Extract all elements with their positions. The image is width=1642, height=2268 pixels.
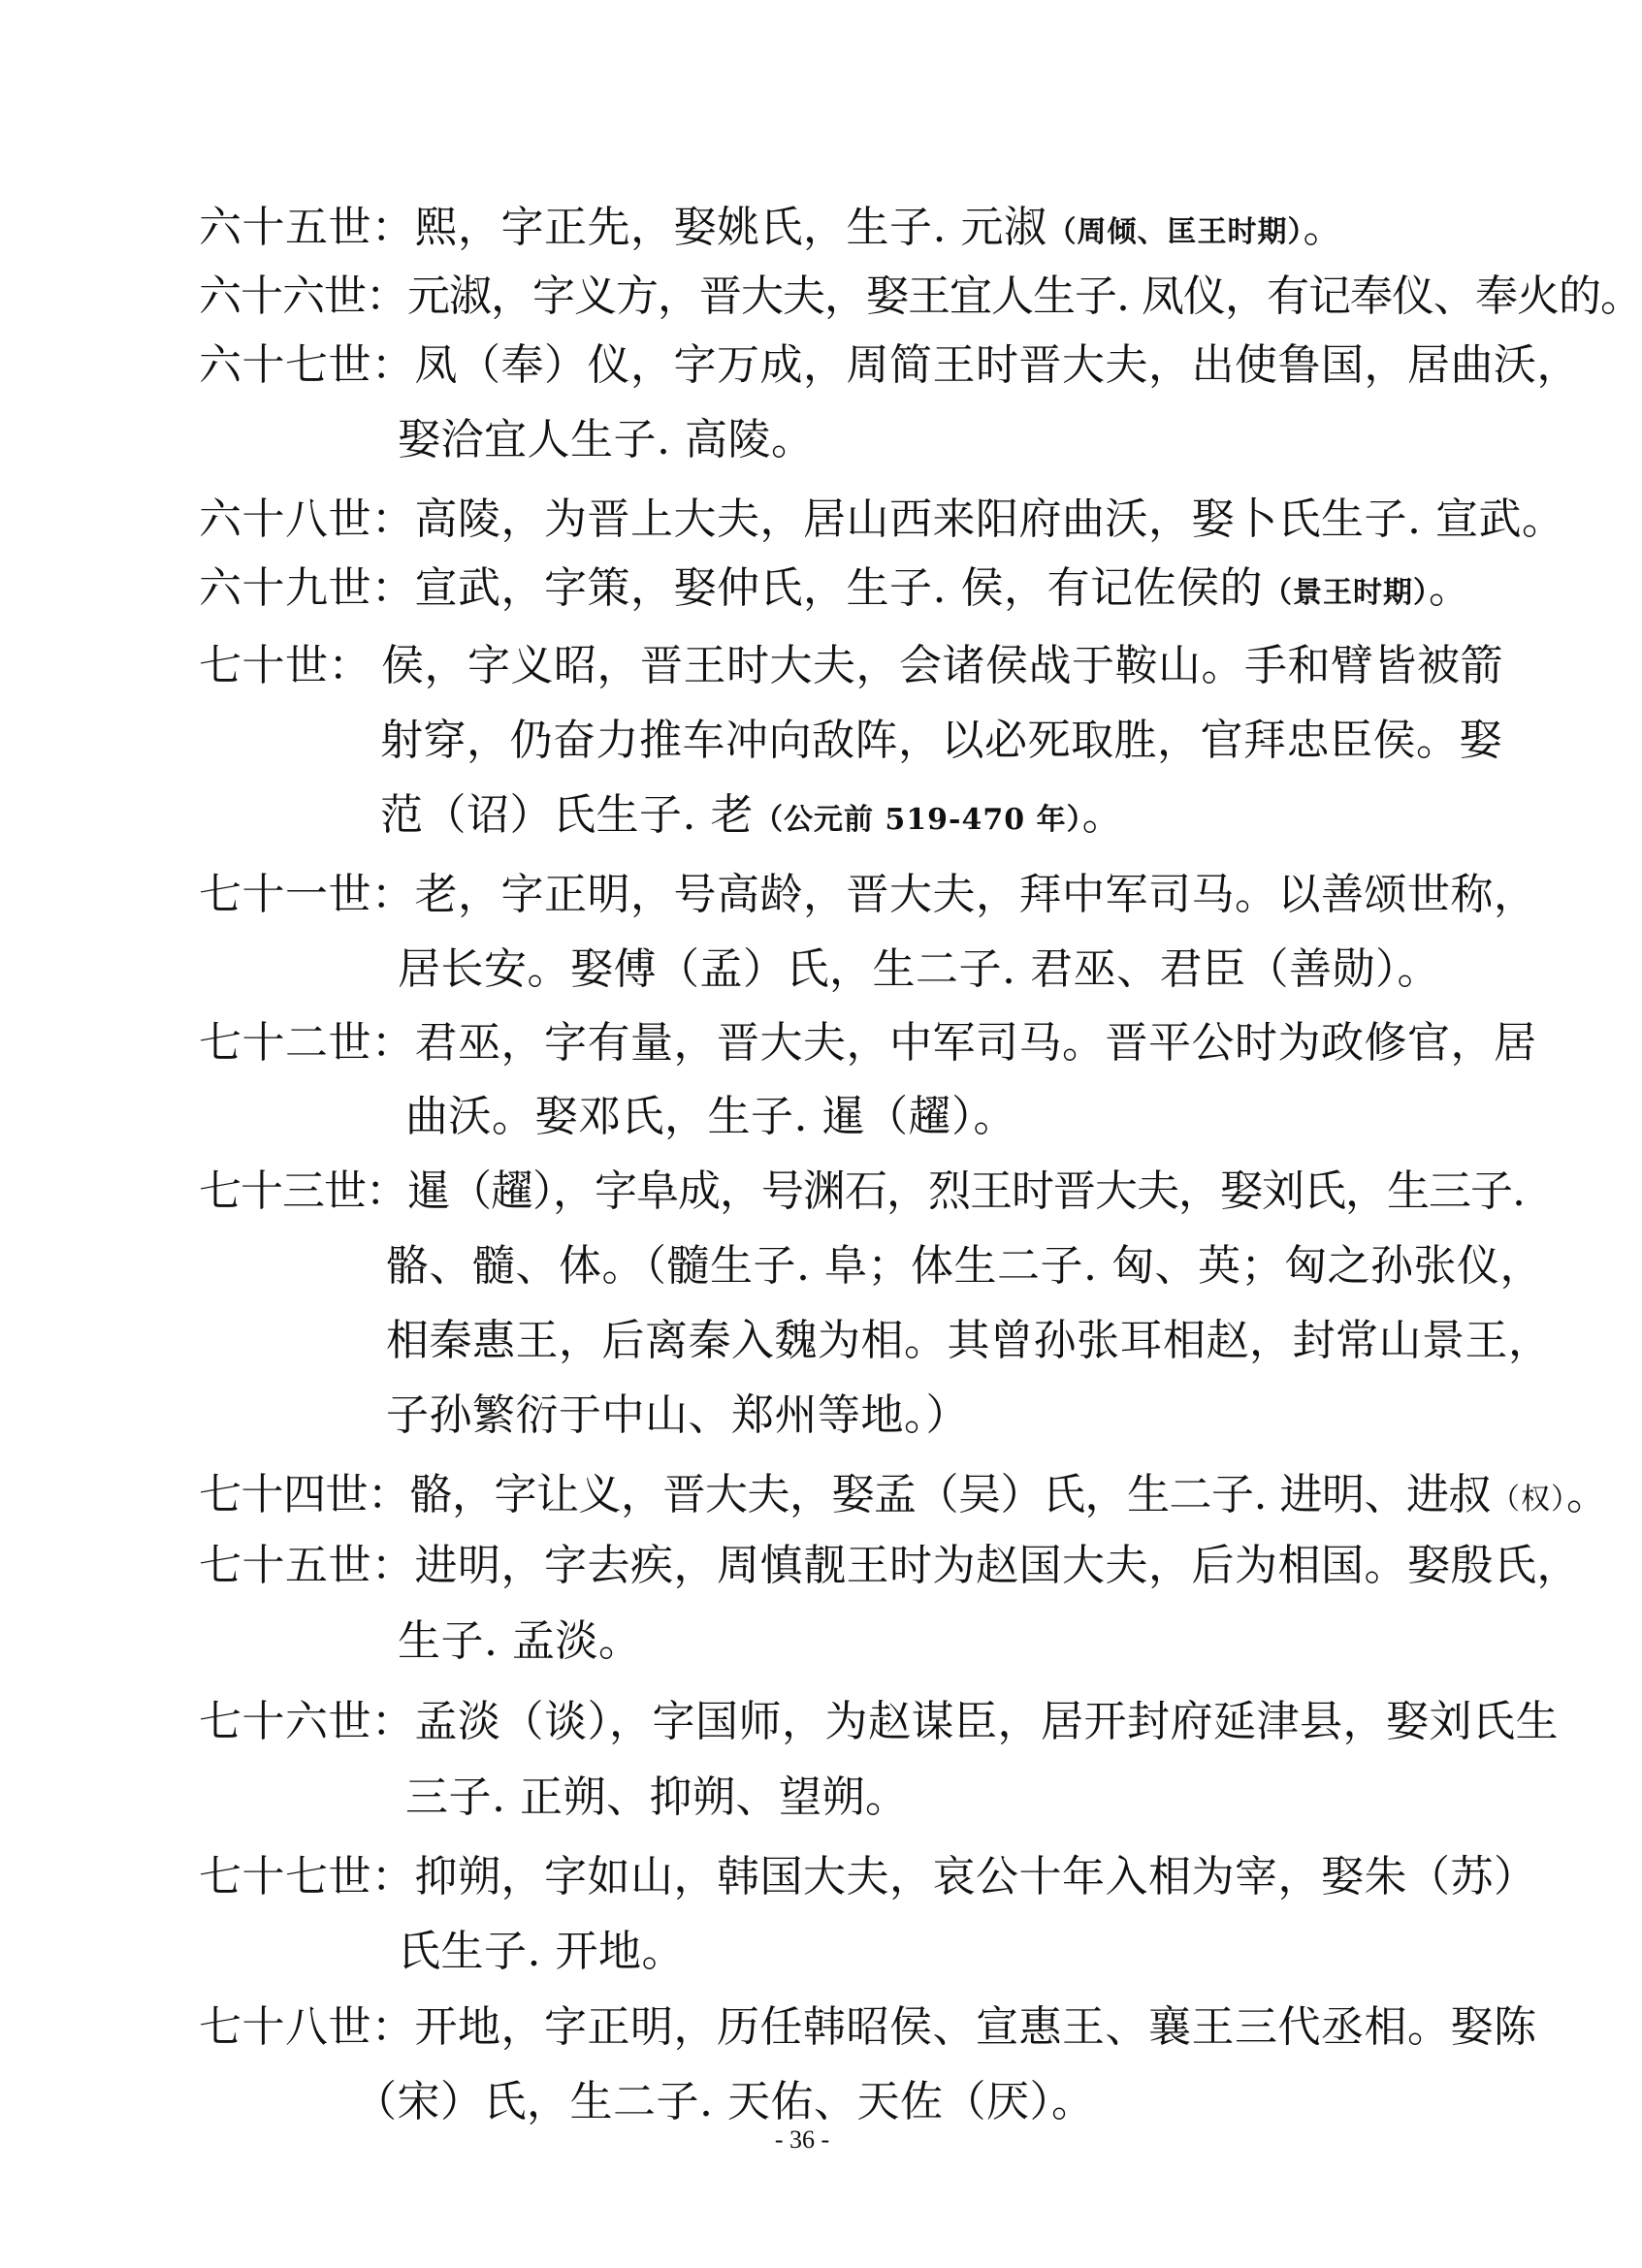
generation-label: 七十世： xyxy=(199,641,371,690)
entry-76-line-2: 三子. 正朔、抑朔、望朔。 xyxy=(405,1773,909,1822)
entry-74-line-1 xyxy=(199,1468,1608,1527)
entry-text: 开地，字正明，历任韩昭侯、宣惠王、襄王三代丞相。娶陈 xyxy=(414,2002,1537,2052)
generation-label: 六十九世： xyxy=(199,563,415,613)
entry-text: 孟淡（谈），字国师，为赵谋臣，居开封府延津县，娶刘氏生 xyxy=(414,1697,1559,1746)
era-note: （公元前 519-470 年） xyxy=(753,803,1082,837)
generation-label: 七十六世： xyxy=(199,1697,415,1746)
entry-78-line-1 xyxy=(199,2000,1537,2055)
entry-text: 高陵，为晋上大夫，居山西来阳府曲沃，娶卜氏生子. 宣武。 xyxy=(414,495,1565,544)
entry-text: 抑朔，字如山，韩国大夫，哀公十年入相为宰，娶朱（苏） xyxy=(414,1852,1537,1901)
generation-label: 七十一世： xyxy=(199,870,415,919)
entry-66-line-1 xyxy=(199,270,1642,324)
entry-72-line-1 xyxy=(199,1016,1537,1070)
entry-text: 骼，字让义，晋大夫，娶孟（吴）氏，生二子. 进明、进叔 xyxy=(409,1470,1491,1519)
entry-text: 暹（趯），字阜成，号渊石，烈王时晋大夫，娶刘氏，生三子. xyxy=(407,1166,1525,1216)
entry-tail: 。 xyxy=(1565,1470,1609,1519)
entry-73-line-2: 骼、髓、体。（髓生子. 阜；体生二子. 匈、英；匈之孙张仪， xyxy=(386,1241,1543,1291)
generation-label: 六十七世： xyxy=(199,340,415,390)
entry-text: 元淑，字义方，晋大夫，娶王宜人生子. 凤仪，有记奉仪、奉火的。 xyxy=(407,272,1642,321)
generation-label: 七十四世： xyxy=(199,1470,410,1519)
era-note: （权） xyxy=(1490,1483,1566,1517)
entry-70-line-3 xyxy=(380,788,1125,847)
generation-label: 七十二世： xyxy=(199,1018,415,1068)
entry-78-line-2: （宋）氏，生二子. 天佑、天佐（厌）。 xyxy=(354,2077,1095,2126)
entry-75-line-1 xyxy=(199,1539,1580,1593)
generation-label: 六十六世： xyxy=(199,272,407,321)
entry-67-line-1 xyxy=(199,338,1580,393)
generation-label: 七十五世： xyxy=(199,1541,415,1590)
entry-73-line-3: 相秦惠王，后离秦入魏为相。其曾孙张耳相赵，封常山景王， xyxy=(386,1316,1552,1365)
entry-68-line-1 xyxy=(199,493,1564,547)
era-note: （周倾、匡王时期） xyxy=(1046,215,1304,249)
entry-70-line-1 xyxy=(199,639,1503,693)
entry-77-line-2: 氏生子. 开地。 xyxy=(398,1927,685,1976)
entry-tail: 。 xyxy=(1081,790,1126,840)
entry-69-line-1 xyxy=(199,561,1471,621)
entry-text: 进明，字去疾，周慎靓王时为赵国大夫，后为相国。娶殷氏， xyxy=(414,1541,1580,1590)
entry-77-line-1 xyxy=(199,1850,1537,1904)
entry-text: 凤（奉）仪，字万成，周简王时晋大夫，出使鲁国，居曲沃， xyxy=(414,340,1580,390)
era-note: （景王时期） xyxy=(1262,576,1429,610)
generation-label: 七十七世： xyxy=(199,1852,415,1901)
generation-label: 六十八世： xyxy=(199,495,415,544)
entry-text: 熙，字正先，娶姚氏，生子. 元淑 xyxy=(414,203,1047,252)
entry-76-line-1 xyxy=(199,1695,1559,1749)
entry-71-line-1 xyxy=(199,868,1537,922)
entry-67-line-2: 娶洽宜人生子. 高陵。 xyxy=(398,415,815,464)
entry-72-line-2: 曲沃。娶邓氏，生子. 暹（趯）。 xyxy=(405,1092,1016,1141)
entry-text: 侯，字义昭，晋王时大夫，会诸侯战于鞍山。手和臂皆被箭 xyxy=(381,641,1503,690)
entry-tail: 。 xyxy=(1303,203,1346,252)
entry-71-line-2: 居长安。娶傅（孟）氏，生二子. 君巫、君臣（善勋）。 xyxy=(398,944,1440,994)
entry-70-line-2: 射穿，仍奋力推车冲向敌阵，以必死取胜，官拜忠臣侯。娶 xyxy=(380,716,1502,765)
entry-75-line-2: 生子. 孟淡。 xyxy=(398,1616,642,1666)
page-number: - 36 - xyxy=(774,2125,830,2154)
entry-73-line-4: 子孙繁衍于中山、郑州等地。） xyxy=(386,1390,969,1440)
entry-73-line-1 xyxy=(199,1165,1525,1219)
generation-label: 七十八世： xyxy=(199,2002,415,2052)
entry-65-line-1 xyxy=(199,201,1346,260)
entry-text: 老，字正明，号高龄，晋大夫，拜中军司马。以善颂世称， xyxy=(414,870,1537,919)
generation-label: 六十五世： xyxy=(199,203,415,252)
generation-label: 七十三世： xyxy=(199,1166,407,1216)
entry-text: 范（诏）氏生子. 老 xyxy=(380,790,754,840)
entry-text: 宣武，字策，娶仲氏，生子. 侯，有记佐侯的 xyxy=(414,563,1263,613)
entry-tail: 。 xyxy=(1428,563,1472,613)
entry-text: 君巫，字有量，晋大夫，中军司马。晋平公时为政修官，居 xyxy=(414,1018,1537,1068)
